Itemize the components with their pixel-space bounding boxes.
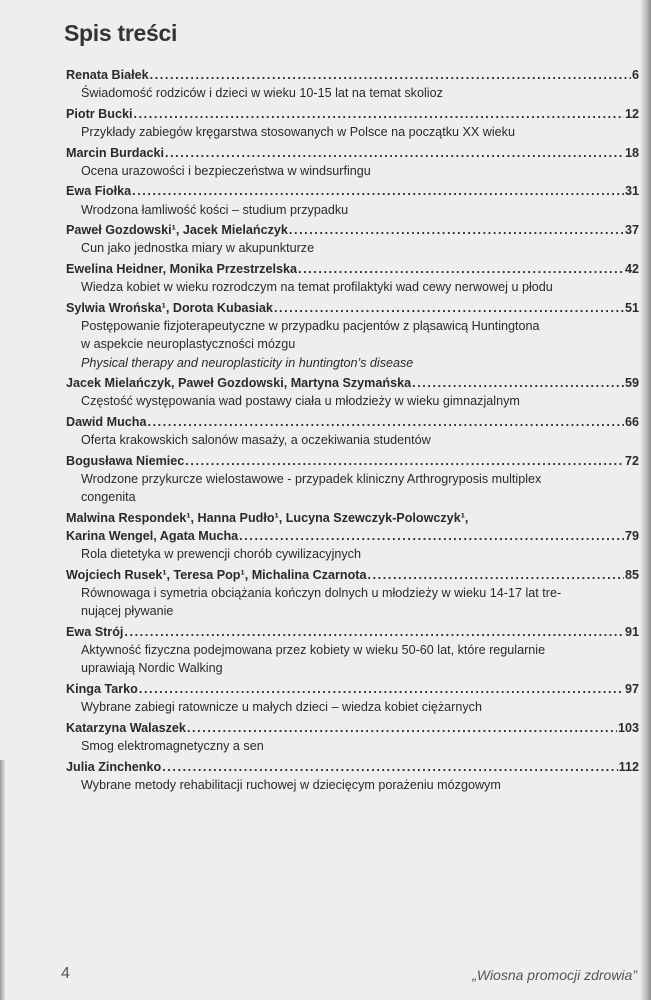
page-number: 4 xyxy=(61,965,70,982)
toc-page-number: 37 xyxy=(624,223,639,238)
dot-leader xyxy=(185,452,624,470)
toc-authors: Katarzyna Walaszek xyxy=(66,720,186,735)
toc-article-title: Świadomość rodziców i dzieci w wieku 10-15 lat na temat skolioz xyxy=(81,86,443,101)
table-of-contents xyxy=(66,66,639,796)
toc-article-title: Wybrane zabiegi ratownicze u małych dzieci – wiedza kobiet ciężarnych xyxy=(81,700,482,715)
toc-entry[interactable] xyxy=(66,623,639,678)
toc-entry[interactable] xyxy=(66,452,639,507)
scan-edge-right xyxy=(641,0,651,1000)
toc-article-title: Ocena urazowości i bezpieczeństwa w windsurfingu xyxy=(81,163,371,178)
toc-entry[interactable] xyxy=(66,413,639,450)
toc-page-number: 66 xyxy=(624,414,639,429)
dot-leader xyxy=(187,719,617,737)
toc-article-title: Równowaga i symetria obciążania kończyn dolnych u młodzieży w wieku 14-17 lat tre- xyxy=(81,586,562,601)
toc-article-title: Wrodzone przykurcze wielostawowe - przypadek kliniczny Arthrogryposis multiplex xyxy=(81,471,542,486)
dot-leader xyxy=(132,182,624,200)
scan-edge-left xyxy=(0,760,5,1000)
dot-leader xyxy=(165,144,624,162)
toc-article-subtitle-en: Physical therapy and neuroplasticity in huntington’s disease xyxy=(81,355,414,370)
toc-page-number: 42 xyxy=(624,261,639,276)
toc-authors: Ewa Strój xyxy=(66,624,124,639)
toc-authors: Renata Białek xyxy=(66,68,149,82)
toc-authors: Sylwia Wrońska¹, Dorota Kubasiak xyxy=(66,300,273,315)
toc-page-number: 85 xyxy=(624,567,639,582)
toc-article-title: Postępowanie fizjoterapeutyczne w przypadku pacjentów z pląsawicą Huntingtona xyxy=(81,318,540,333)
toc-page-number: 31 xyxy=(624,184,639,199)
toc-authors: Karina Wengel, Agata Mucha xyxy=(66,529,239,543)
toc-article-title: Aktywność fizyczna podejmowana przez kobiety w wieku 50-60 lat, które regularnie xyxy=(81,643,546,658)
toc-article-title: nującej pływanie xyxy=(81,604,174,619)
toc-page-number: 91 xyxy=(624,624,639,639)
toc-page-number: 12 xyxy=(624,106,639,121)
running-footer-title: „Wiosna promocji zdrowia” xyxy=(472,967,637,983)
toc-article-title: Wiedza kobiet w wieku rozrodczym na temat profilaktyki wad cewy nerwowej u płodu xyxy=(81,280,553,295)
toc-entry[interactable] xyxy=(66,182,639,219)
toc-entry[interactable] xyxy=(66,680,639,717)
dot-leader xyxy=(150,66,631,84)
toc-entry[interactable] xyxy=(66,221,639,258)
toc-page-number: 97 xyxy=(624,681,639,696)
toc-entry[interactable] xyxy=(66,260,639,297)
toc-authors: Piotr Bucki xyxy=(66,106,133,121)
toc-article-title: congenita xyxy=(81,490,136,505)
toc-entry[interactable] xyxy=(66,758,639,795)
dot-leader xyxy=(274,299,624,317)
dot-leader xyxy=(298,260,624,278)
toc-page-number: 79 xyxy=(624,529,639,543)
toc-article-title: Smog elektromagnetyczny a sen xyxy=(81,739,264,754)
toc-page-number: 103 xyxy=(617,720,639,735)
toc-article-title: Rola dietetyka w prewencji chorób cywilizacyjnych xyxy=(81,547,361,562)
toc-authors: Marcin Burdacki xyxy=(66,145,164,160)
toc-authors: Jacek Mielańczyk, Paweł Gozdowski, Martyna Szymańska xyxy=(66,376,412,391)
toc-article-title: Wybrane metody rehabilitacji ruchowej w dziecięcym porażeniu mózgowym xyxy=(81,777,501,792)
toc-entry[interactable] xyxy=(66,299,639,372)
dot-leader xyxy=(139,680,624,698)
dot-leader xyxy=(133,105,624,123)
toc-page-number: 72 xyxy=(624,453,639,468)
toc-authors: Ewa Fiołka xyxy=(66,184,132,199)
dot-leader xyxy=(162,758,617,776)
toc-article-title: uprawiają Nordic Walking xyxy=(81,661,223,676)
toc-article-title: Cun jako jednostka miary w akupunkturze xyxy=(81,241,315,256)
toc-authors: Dawid Mucha xyxy=(66,414,147,429)
toc-page-number: 59 xyxy=(624,376,639,391)
page-title: Spis treści xyxy=(64,20,178,46)
toc-entry[interactable] xyxy=(66,105,639,142)
toc-article-title: Oferta krakowskich salonów masaży, a oczekiwania studentów xyxy=(81,433,431,448)
toc-authors: Ewelina Heidner, Monika Przestrzelska xyxy=(66,261,297,276)
toc-authors: Julia Zinchenko xyxy=(66,759,162,774)
dot-leader xyxy=(124,623,624,641)
dot-leader xyxy=(367,566,624,584)
toc-article-title: Przykłady zabiegów kręgarstwa stosowanych w Polsce na początku XX wieku xyxy=(81,125,515,140)
toc-authors-line: Malwina Respondek¹, Hanna Pudło¹, Lucyna Szewczyk-Polowczyk¹, xyxy=(66,510,469,525)
toc-authors: Bogusława Niemiec xyxy=(66,453,185,468)
toc-entry[interactable] xyxy=(66,566,639,621)
toc-article-title: w aspekcie neuroplastyczności mózgu xyxy=(81,337,296,352)
toc-page-number: 112 xyxy=(618,759,639,774)
dot-leader xyxy=(147,413,624,431)
toc-authors: Paweł Gozdowski¹, Jacek Mielańczyk xyxy=(66,223,288,238)
dot-leader xyxy=(239,527,624,545)
toc-page-number: 18 xyxy=(624,145,639,160)
toc-article-title: Wrodzona łamliwość kości – studium przypadku xyxy=(81,202,349,217)
toc-entry[interactable] xyxy=(66,719,639,756)
toc-page-number: 51 xyxy=(624,300,639,315)
toc-entry[interactable] xyxy=(66,509,639,564)
toc-entry[interactable] xyxy=(66,66,639,103)
toc-entry[interactable] xyxy=(66,374,639,411)
toc-page-number: 6 xyxy=(631,68,639,82)
dot-leader xyxy=(412,374,624,392)
toc-authors: Kinga Tarko xyxy=(66,681,138,696)
toc-authors: Wojciech Rusek¹, Teresa Pop¹, Michalina Czarnota xyxy=(66,567,367,582)
toc-entry[interactable] xyxy=(66,144,639,181)
toc-article-title: Częstość występowania wad postawy ciała u młodzieży w wieku gimnazjalnym xyxy=(81,394,520,409)
dot-leader xyxy=(289,221,624,239)
